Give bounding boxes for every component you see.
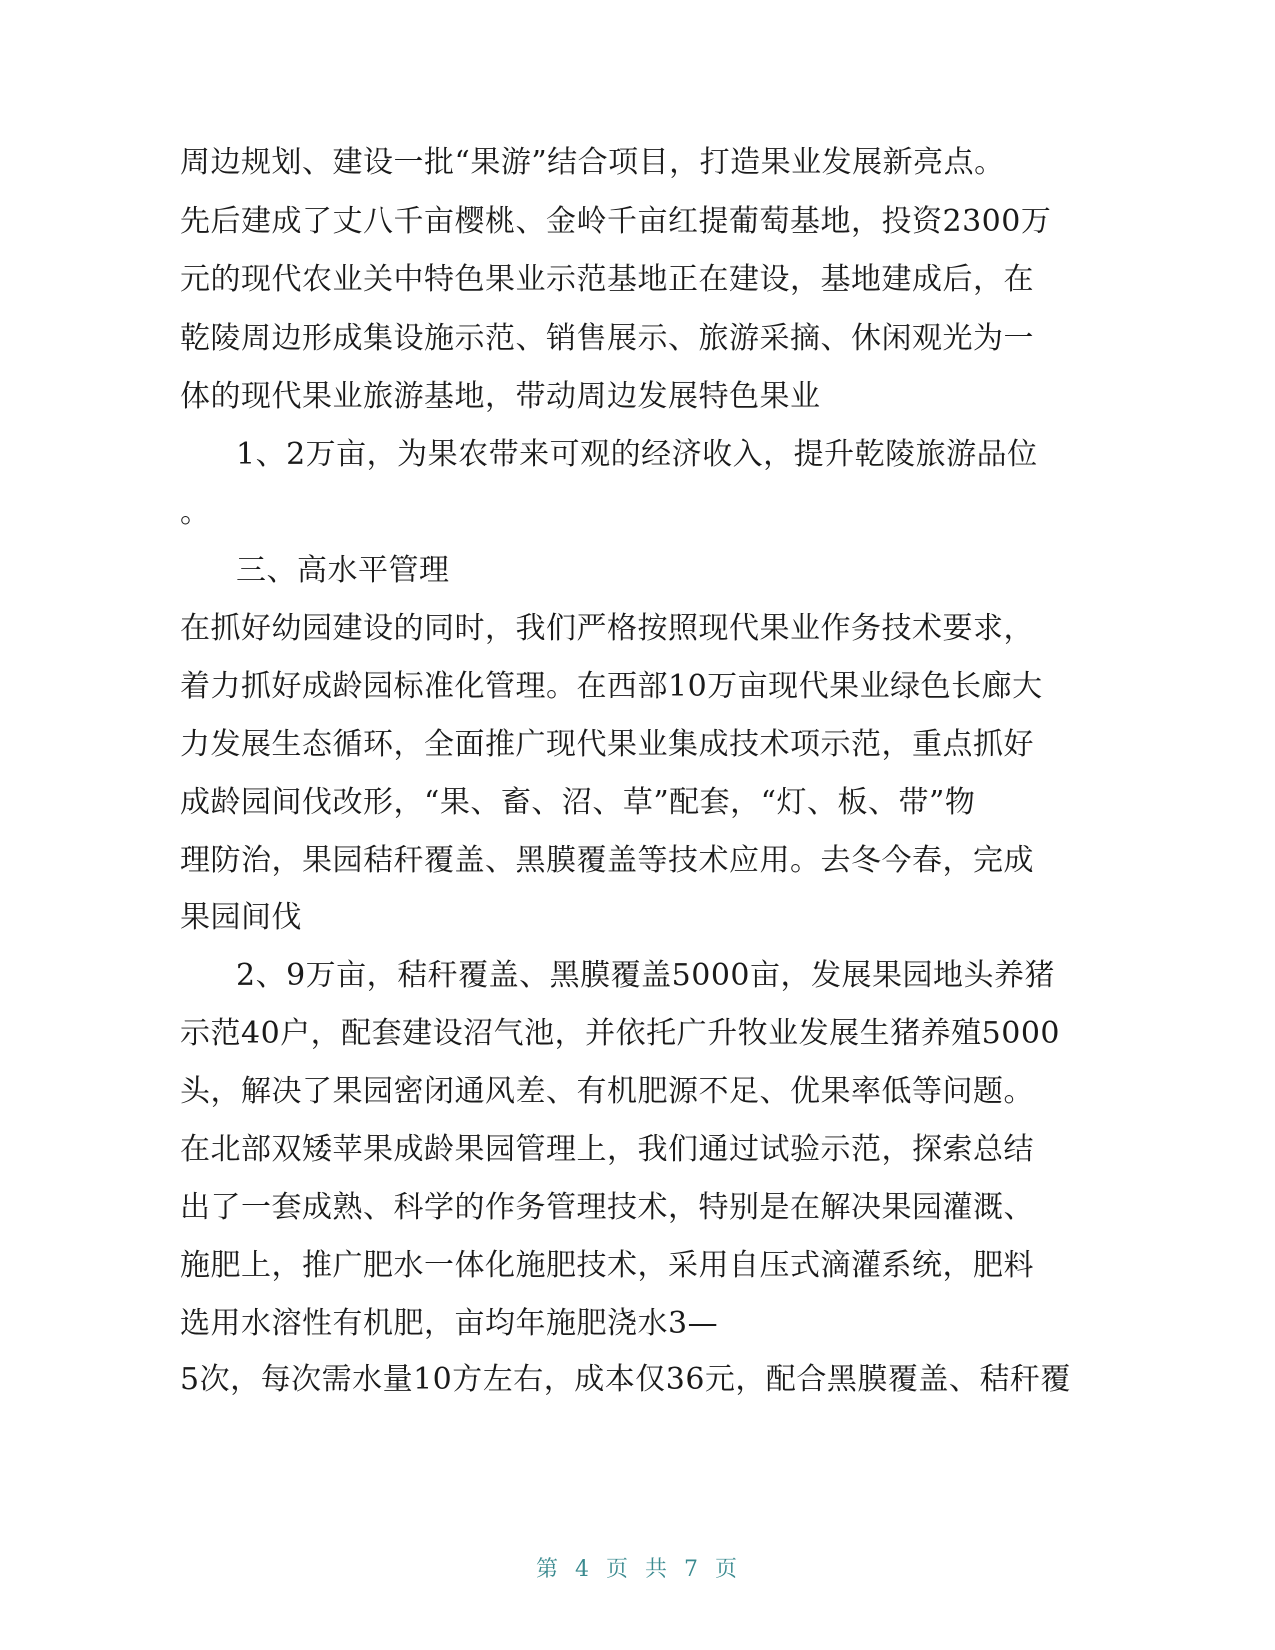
footer-current-page: 4 — [574, 1557, 591, 1582]
body-text-line: 示范40户，配套建设沼气池，并依托广升牧业发展生猪养殖5000 — [180, 1016, 1061, 1051]
body-text-line: 理防治，果园秸秆覆盖、黑膜覆盖等技术应用。去冬今春，完成 — [180, 843, 1034, 878]
footer-page-word: 页 — [605, 1557, 630, 1582]
body-text-line: 元的现代农业关中特色果业示范基地正在建设，基地建成后，在 — [180, 262, 1034, 297]
body-text-line: 5次，每次需水量10方左右，成本仅36元，配合黑膜覆盖、秸秆覆 — [180, 1362, 1071, 1397]
body-text-line: 出了一套成熟、科学的作务管理技术，特别是在解决果园灌溉、 — [180, 1190, 1034, 1225]
body-text-line: 着力抓好成龄园标准化管理。在西部10万亩现代果业绿色长廊大 — [180, 669, 1043, 704]
body-text-line: 成龄园间伐改形，“果、畜、沼、草”配套，“灯、板、带”物 — [180, 785, 976, 820]
body-text-line: 果园间伐 — [180, 900, 302, 935]
body-text-line: 在抓好幼园建设的同时，我们严格按照现代果业作务技术要求， — [180, 611, 1034, 646]
footer-total-word: 共 — [645, 1557, 670, 1582]
footer-prefix: 第 — [535, 1557, 560, 1582]
footer-total-pages: 7 — [684, 1557, 701, 1582]
section-heading: 三、高水平管理 — [236, 553, 450, 588]
body-text-line: 在北部双矮苹果成龄果园管理上，我们通过试验示范，探索总结 — [180, 1132, 1034, 1167]
body-text-line: 体的现代果业旅游基地，带动周边发展特色果业 — [180, 379, 821, 414]
body-text-line: 选用水溶性有机肥，亩均年施肥浇水3— — [180, 1306, 719, 1341]
page-footer — [0, 1556, 1275, 1584]
body-text-line: 先后建成了丈八千亩樱桃、金岭千亩红提葡萄基地，投资2300万 — [180, 204, 1052, 239]
body-text-line: 头，解决了果园密闭通风差、有机肥源不足、优果率低等问题。 — [180, 1074, 1034, 1109]
body-text-line: 2、9万亩，秸秆覆盖、黑膜覆盖5000亩，发展果园地头养猪 — [236, 958, 1056, 993]
body-text-line: 周边规划、建设一批“果游”结合项目，打造果业发展新亮点。 — [180, 145, 1005, 180]
body-text-line: 力发展生态循环，全面推广现代果业集成技术项示范，重点抓好 — [180, 727, 1034, 762]
body-text-line: 乾陵周边形成集设施示范、销售展示、旅游采摘、休闲观光为一 — [180, 321, 1034, 356]
body-text-line: 施肥上，推广肥水一体化施肥技术，采用自压式滴灌系统，肥料 — [180, 1248, 1034, 1283]
footer-suffix: 页 — [715, 1557, 740, 1582]
body-text-line: 。 — [180, 495, 211, 530]
body-text-line: 1、2万亩，为果农带来可观的经济收入，提升乾陵旅游品位 — [236, 437, 1038, 472]
